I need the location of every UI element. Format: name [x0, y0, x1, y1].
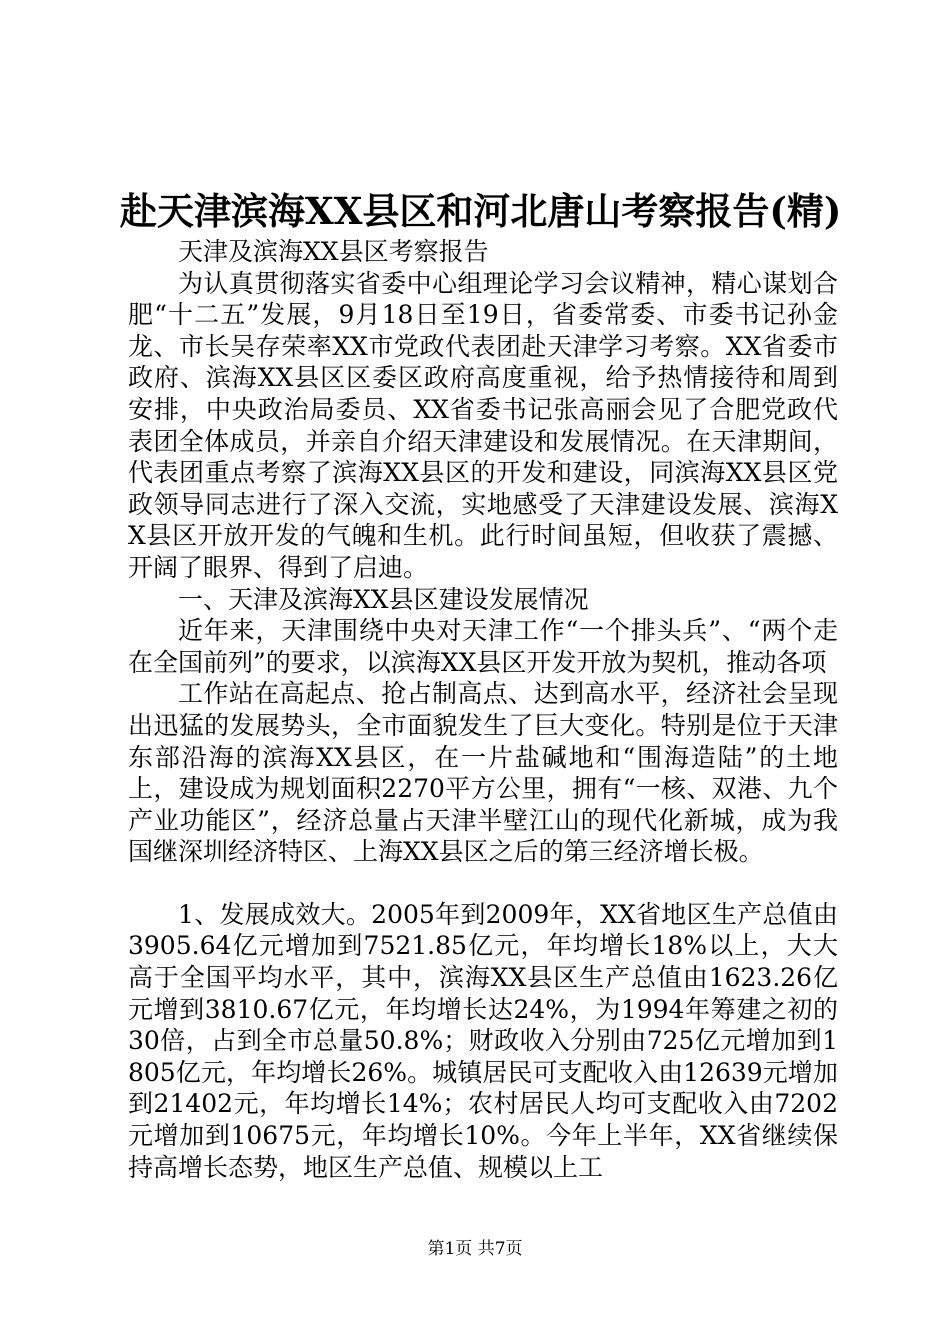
section-paragraph-3: 1、发展成效大。2005年到2009年，XX省地区生产总值由3905.64亿元增加到7521.85亿元，年均增长18%以上，大大高于全国平均水平，其中，滨海XX县区生产总值由1623.26亿元增到3810.67亿元，年均增长达24%，为1994年筹建之初的30倍，占到全市总量50.8%；财政收入分别由725亿元增加到1805亿元，年均增长26%。城镇居民可支配收入由12639元增加到21402元，年均增长14%；农村居民人均可支配收入由7202元增加到10675元，年均增长10%。今年上半年，XX省继续保持高增长态势，地区生产总值、规模以上工	[128, 899, 838, 1182]
section-paragraph-1: 近年来，天津围绕中央对天津工作“一个排头兵”、“两个走在全国前列”的要求，以滨海XX县区开发开放为契机，推动各项	[128, 616, 838, 677]
section-heading-1: 一、天津及滨海XX县区建设发展情况	[178, 584, 589, 614]
document-title: 赴天津滨海XX县区和河北唐山考察报告(精)	[120, 189, 842, 233]
page-number-footer: 第1页 共7页	[427, 1239, 523, 1259]
report-subtitle: 天津及滨海XX县区考察报告	[178, 237, 489, 266]
paragraph-gap	[128, 868, 838, 899]
intro-paragraph: 为认真贯彻落实省委中心组理论学习会议精神，精心谋划合肥“十二五”发展，9月18日至19日，省委常委、市委书记孙金龙、市长吴存荣率XX市党政代表团赴天津学习考察。XX省委市政府、滨海XX县区区委区政府高度重视，给予热情接待和周到安排，中央政治局委员、XX省委书记张高丽会见了合肥党政代表团全体成员，并亲自介绍天津建设和发展情况。在天津期间，代表团重点考察了滨海XX县区的开发和建设，同滨海XX县区党政领导同志进行了深入交流，实地感受了天津建设发展、滨海XX县区开放开发的气魄和生机。此行时间虽短，但收获了震撼、开阔了眼界、得到了启迪。	[128, 268, 838, 582]
section-paragraph-2: 工作站在高起点、抢占制高点、达到高水平，经济社会呈现出迅猛的发展势头，全市面貌发生了巨大变化。特别是位于天津东部沿海的滨海XX县区，在一片盐碱地和“围海造陆”的土地上，建设成为规划面积2270平方公里，拥有“一核、双港、九个产业功能区”，经济总量占天津半壁江山的现代化新城，成为我国继深圳经济特区、上海XX县区之后的第三经济增长极。	[128, 679, 838, 867]
document-body	[128, 236, 838, 1183]
